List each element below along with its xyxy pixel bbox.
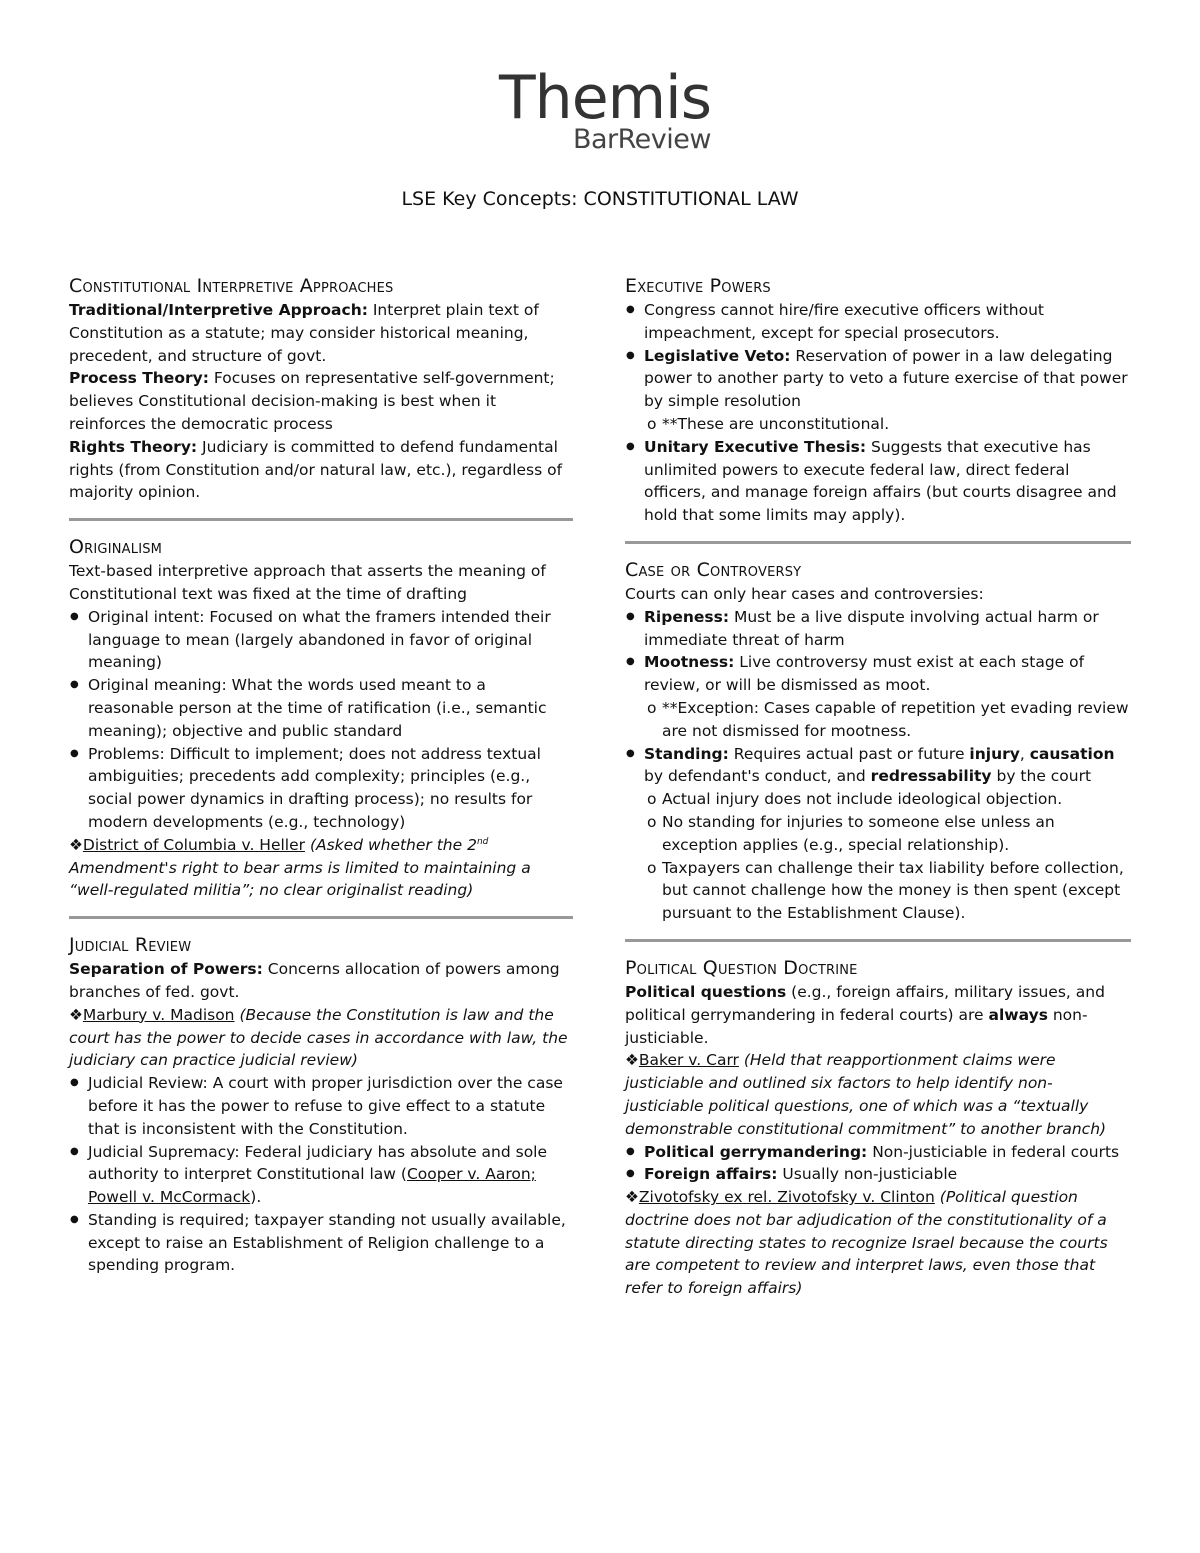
rights-theory: Rights Theory: Judiciary is committed to defend fundamental rights (from Constitution and/or natural law, etc.), regardless of majority opinion. (69, 437, 563, 502)
originalism-intro: Text-based interpretive approach that asserts the meaning of Constitutional text was fixed at the time of drafting (69, 562, 546, 603)
section-originalism (69, 535, 573, 902)
section-divider (69, 916, 573, 919)
case-marbury: ❖Marbury v. Madison (Because the Constitution is law and the court has the power to decide cases in accordance with law, the judiciary can practice judicial review) (69, 1005, 568, 1070)
section-divider (625, 939, 1131, 942)
list-item: ● Legislative Veto: Reservation of power in a law delegating power to another party to veto a future exercise of that power by simple resolution o **These are unconstitutional. (625, 345, 1131, 436)
left-column (69, 274, 573, 1277)
case-name: District of Columbia v. Heller (82, 835, 306, 854)
list-item: ● Mootness: Live controversy must exist at each stage of review, or will be dismissed as moot. o **Exception: Cases capable of repetition yet evading review are not dismissed for mootness. (625, 651, 1131, 742)
right-column (625, 274, 1131, 1300)
list-item: ● Standing is required; taxpayer standing not usually available, except to raise an Establishment of Religion challenge to a spending program. (69, 1209, 573, 1277)
sub-list-item: o **Exception: Cases capable of repetition yet evading review are not dismissed for mootness. (625, 697, 1131, 743)
diamond-bullet-icon: ❖ (69, 835, 83, 854)
section-heading: Originalism (69, 536, 163, 559)
list-item: ● Standing: Requires actual past or future injury, causation by defendant's conduct, and redressability by the court o Actual injury does not include ideological objection. o No standing for injuries to someone else unless an exception applies (e.g., special relationship). o Taxpayers can challenge their tax liability before collection, but cannot challenge how the money is then spent (except pursuant to the Establishment Clause). (625, 743, 1131, 925)
judicial-review-bullets (69, 1072, 573, 1277)
political-question-bullets (625, 1141, 1131, 1187)
political-questions: Political questions (e.g., foreign affairs, military issues, and political gerrymandering in federal courts) are always non-justiciable. (625, 982, 1105, 1047)
section-case-or-controversy (625, 558, 1131, 925)
list-item: ● Foreign affairs: Usually non-justiciable (625, 1163, 1131, 1186)
section-political-question (625, 956, 1131, 1300)
case-bullets (625, 606, 1131, 925)
sub-list-item: o Taxpayers can challenge their tax liability before collection, but cannot challenge how the money is then spent (except pursuant to the Establishment Clause). (625, 857, 1131, 925)
diamond-bullet-icon: ❖ (625, 1188, 639, 1207)
case-name: Cooper v. Aaron; Powell v. McCormack (88, 1165, 536, 1207)
list-item: ● Original meaning: What the words used meant to a reasonable person at the time of ratification (i.e., semantic meaning); objective and public standard (69, 674, 573, 742)
section-interpretive-approaches (69, 274, 573, 504)
sub-list (625, 413, 1131, 436)
section-divider (625, 541, 1131, 544)
case-name: Baker v. Carr (638, 1051, 739, 1070)
section-heading: Constitutional Interpretive Approaches (69, 275, 394, 297)
case-name: Marbury v. Madison (82, 1005, 235, 1024)
section-heading: Executive Powers (625, 275, 771, 297)
sub-list (625, 788, 1131, 925)
traditional-approach: Traditional/Interpretive Approach: Interpret plain text of Constitution as a statute; may consider historical meaning, precedent, and structure of govt. (69, 301, 539, 365)
list-item: ● Judicial Supremacy: Federal judiciary has absolute and sole authority to interpret Constitutional law (Cooper v. Aaron; Powell v. McCormack). (69, 1141, 573, 1209)
case-baker: ❖Baker v. Carr (Held that reapportionment claims were justiciable and outlined six factors to help identify non-justiciable political questions, one of which was a “textually demonstrable constitutional commitment” to another branch) (625, 1051, 1107, 1138)
logo-wordmark: Themis (499, 63, 711, 133)
executive-bullets (625, 299, 1131, 527)
document-title: LSE Key Concepts: CONSTITUTIONAL LAW (401, 188, 799, 210)
list-item: ● Congress cannot hire/fire executive officers without impeachment, except for special prosecutors. (625, 299, 1131, 345)
case-zivotofsky: ❖Zivotofsky ex rel. Zivotofsky v. Clinton (Political question doctrine does not bar adjudication of the constitutionality of a statute directing states to recognize Israel because the courts are competent to review and interpret laws, even those that refer to foreign affairs) (625, 1188, 1108, 1298)
case-name: Zivotofsky ex rel. Zivotofsky v. Clinton (638, 1188, 935, 1207)
section-judicial-review (69, 933, 573, 1277)
list-item: ● Problems: Difficult to implement; does not address textual ambiguities; precedents add complexity; principles (e.g., social power dynamics in drafting process); no results for modern developments (e.g., technology) (69, 743, 573, 834)
sub-list (625, 697, 1131, 743)
case-intro: Courts can only hear cases and controversies: (625, 584, 984, 603)
sub-list-item: o **These are unconstitutional. (625, 413, 1131, 436)
list-item: ● Original intent: Focused on what the framers intended their language to mean (largely abandoned in favor of original meaning) (69, 606, 573, 674)
list-item: ● Judicial Review: A court with proper jurisdiction over the case before it has the power to refuse to give effect to a statute that is inconsistent with the Constitution. (69, 1072, 573, 1140)
diamond-bullet-icon: ❖ (69, 1005, 83, 1024)
diamond-bullet-icon: ❖ (625, 1051, 639, 1070)
process-theory: Process Theory: Focuses on representative self-government; believes Constitutional decision-making is best when it reinforces the democratic process (69, 369, 555, 433)
case-heller: ❖District of Columbia v. Heller (Asked whether the 2nd Amendment's right to bear arms is limited to maintaining a “well-regulated militia”; no clear originalist reading) (69, 835, 531, 900)
originalism-bullets (69, 606, 573, 834)
themis-logo (0, 63, 1200, 155)
list-item: ● Political gerrymandering: Non-justiciable in federal courts (625, 1141, 1131, 1164)
section-executive-powers (625, 274, 1131, 527)
section-heading: Political Question Doctrine (625, 956, 858, 979)
section-heading: Judicial Review (69, 934, 192, 957)
list-item: ● Unitary Executive Thesis: Suggests that executive has unlimited powers to execute federal law, direct federal officers, and manage foreign affairs (but courts disagree and hold that some limits may apply). (625, 436, 1131, 527)
section-heading: Case or Controversy (625, 558, 802, 581)
sub-list-item: o No standing for injuries to someone else unless an exception applies (e.g., special relationship). (625, 811, 1131, 857)
sub-list-item: o Actual injury does not include ideological objection. (625, 788, 1131, 811)
section-divider (69, 518, 573, 521)
list-item: ● Ripeness: Must be a live dispute involving actual harm or immediate threat of harm (625, 606, 1131, 652)
separation-of-powers: Separation of Powers: Concerns allocation of powers among branches of fed. govt. (69, 960, 560, 1001)
logo-subtitle: BarReview (572, 124, 711, 155)
